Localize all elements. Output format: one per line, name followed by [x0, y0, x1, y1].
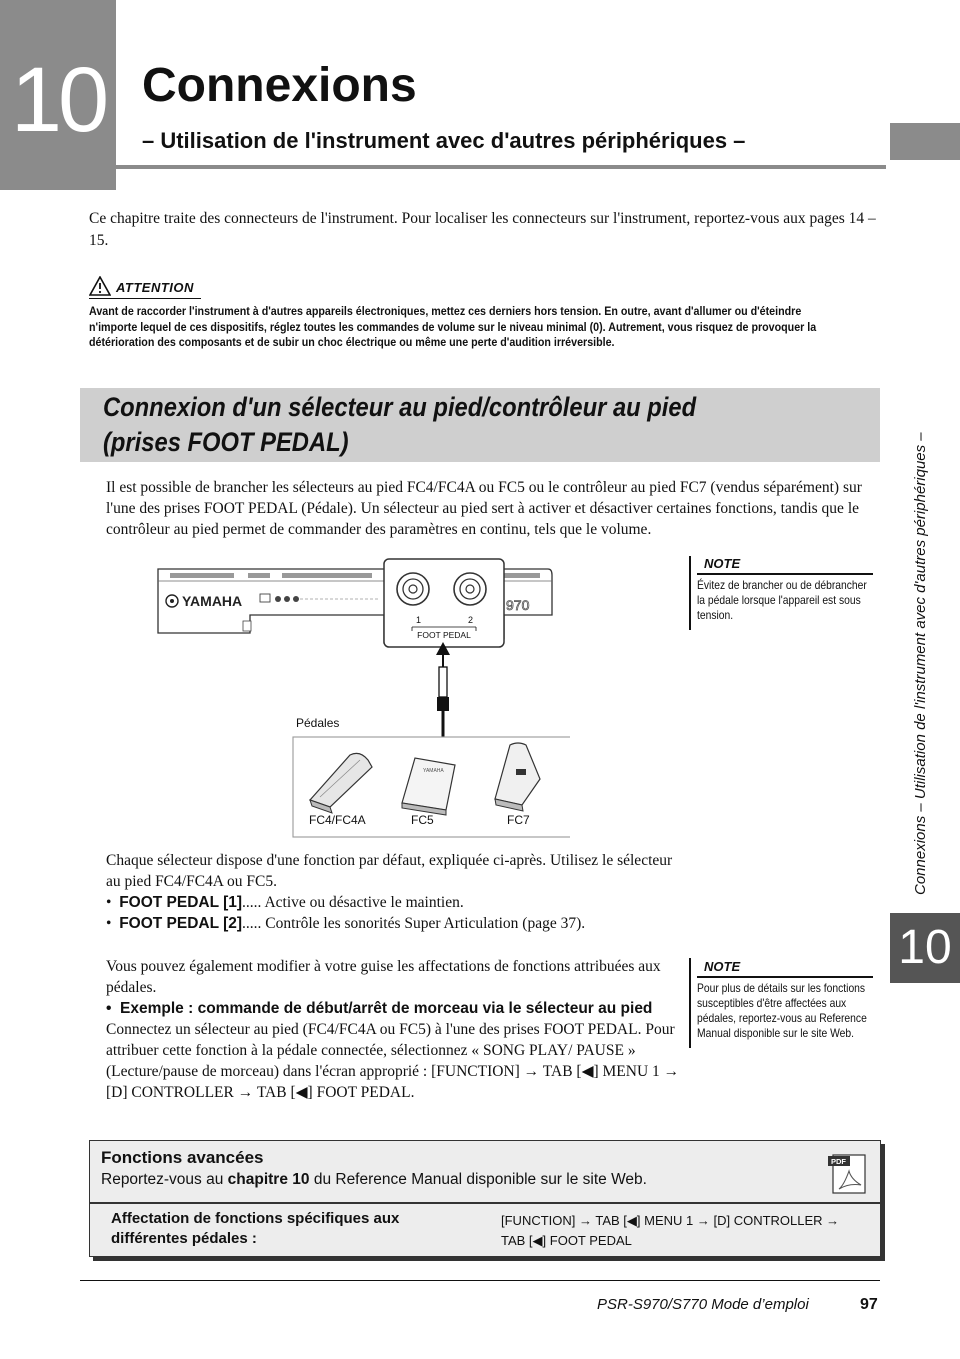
advanced-text: Reportez-vous au chapitre 10 du Reference Manual disponible sur le site Web. — [101, 1171, 647, 1188]
default-functions-block — [106, 850, 686, 934]
side-tab-number: 10 — [898, 921, 952, 974]
header-rule — [116, 165, 886, 169]
jack2-label: 2 — [468, 615, 474, 625]
pedals-label: Pédales — [296, 716, 340, 730]
note-label: NOTE — [704, 556, 741, 571]
side-tab-text: Connexions – Utilisation de l'instrument avec d'autres périphériques – — [912, 432, 929, 895]
warning-icon — [89, 276, 111, 296]
section-title — [103, 390, 772, 460]
advanced-left-label: Affectation de fonctions spécifiques aux différentes pédales : — [111, 1210, 400, 1247]
page-number: 97 — [860, 1296, 878, 1313]
example-heading: • Exemple : commande de début/arrêt de morceau via le sélecteur au pied — [106, 1000, 653, 1017]
page-subtitle: – Utilisation de l'instrument avec d'autres périphériques – — [142, 128, 746, 153]
chapter-number: 10 — [10, 49, 106, 151]
advanced-title: Fonctions avancées — [101, 1148, 264, 1167]
example-block — [106, 956, 686, 1103]
pedal-label-fc5: FC5 — [411, 813, 434, 827]
bullet-item: • FOOT PEDAL [2]..... Contrôle les sonorités Super Articulation (page 37). — [106, 915, 586, 932]
pdf-icon — [827, 1151, 869, 1195]
pedal-label-fc4: FC4/FC4A — [309, 813, 366, 827]
section-paragraph: Il est possible de brancher les sélecteurs au pied FC4/FC4A ou FC5 ou le contrôleur au pied FC7 (vendus séparément) sur l'une des prises FOOT PEDAL (Pédale). Un sélecteur au pied sert à activer et désactiver certaines fonctions, tandis que le contrôleur au pied permet de commander des paramètres en continu, tels que le volume. — [106, 479, 862, 538]
model-text: 970 — [506, 597, 530, 613]
bullet2-label: FOOT PEDAL [2] — [119, 915, 243, 932]
footer-manual-title: PSR-S970/S770 Mode d’emploi — [597, 1296, 809, 1313]
section-title-line1: Connexion d'un sélecteur au pied/contrôleur au pied — [103, 392, 697, 422]
note-rule — [697, 976, 873, 978]
bullet-item: • FOOT PEDAL [1]..... Active ou désactive le maintien. — [106, 894, 464, 911]
note-rule — [697, 573, 873, 575]
advanced-right-path: [FUNCTION] → TAB [◀] MENU 1 → [D] CONTROLLER → TAB [◀] FOOT PEDAL — [501, 1213, 840, 1248]
attention-text: Avant de raccorder l'instrument à d'autres appareils électroniques, mettez ces derniers hors tension. En outre, avant d'allumer ou d'éteindre n'importe lequel de ces dispositifs, réglez toutes les commandes de volume sur le niveau minimal (0). Autrement, vous risquez de provoquer la détérioration des composants et de subir un choc électrique ou même une perte d'audition irréversible. — [89, 306, 817, 349]
jack1-label: 1 — [416, 615, 422, 625]
note-label: NOTE — [704, 959, 741, 974]
header-tab-marker — [890, 123, 960, 160]
attention-label: ATTENTION — [116, 280, 194, 295]
pedal-label-fc7: FC7 — [507, 813, 530, 827]
pdf-badge: PDF — [831, 1157, 846, 1166]
footer-rule — [80, 1280, 880, 1281]
intro-paragraph: Ce chapitre traite des connecteurs de l'instrument. Pour localiser les connecteurs sur l'instrument, reportez-vous aux pages 14 – 15. — [89, 210, 876, 249]
note-text: Évitez de brancher ou de débrancher la pédale lorsque l'appareil est sous tension. — [697, 578, 867, 622]
fc5-brand-text: YAMAHA — [423, 768, 444, 774]
example-label: Exemple : commande de début/arrêt de morceau via le sélecteur au pied — [120, 1000, 653, 1017]
plug-icon — [439, 667, 447, 697]
note-bar — [689, 958, 691, 1048]
note-bar — [689, 556, 691, 630]
bullet1-text: ..... Active ou désactive le maintien. — [242, 894, 464, 911]
note-text: Pour plus de détails sur les fonctions susceptibles d'être affectées aux pédales, reportez-vous au Reference Manual disponible sur le site Web. — [697, 981, 867, 1040]
page-title: Connexions — [142, 59, 417, 112]
foot-pedal-label: FOOT PEDAL — [417, 630, 471, 640]
box-divider — [89, 1202, 881, 1204]
example-intro: Vous pouvez également modifier à votre guise les affectations de fonctions attribuées aux pédales. — [106, 958, 661, 996]
bullet2-text: ..... Contrôle les sonorités Super Articulation (page 37). — [242, 915, 586, 932]
default-functions-intro: Chaque sélecteur dispose d'une fonction par défaut, expliquée ci-après. Utilisez le sélecteur au pied FC4/FC4A ou FC5. — [106, 852, 673, 890]
brand-logo-text: YAMAHA — [182, 593, 243, 609]
example-text: Connectez un sélecteur au pied (FC4/FC4A ou FC5) à l'une des prises FOOT PEDAL. Pour attribuer cette fonction à la pédale connectée, sélectionnez « SONG PLAY/ PAUSE » (Lecture/pause de morceau) dans l'écran approprié : [FUNCTION] → TAB [◀] MENU 1 → [D] CONTROLLER → TAB [◀] FOOT PEDAL. — [106, 1021, 680, 1101]
foot-pedal-connection-figure — [150, 555, 570, 845]
section-title-line2: (prises FOOT PEDAL) — [103, 427, 349, 457]
bullet1-label: FOOT PEDAL [1] — [119, 894, 243, 911]
